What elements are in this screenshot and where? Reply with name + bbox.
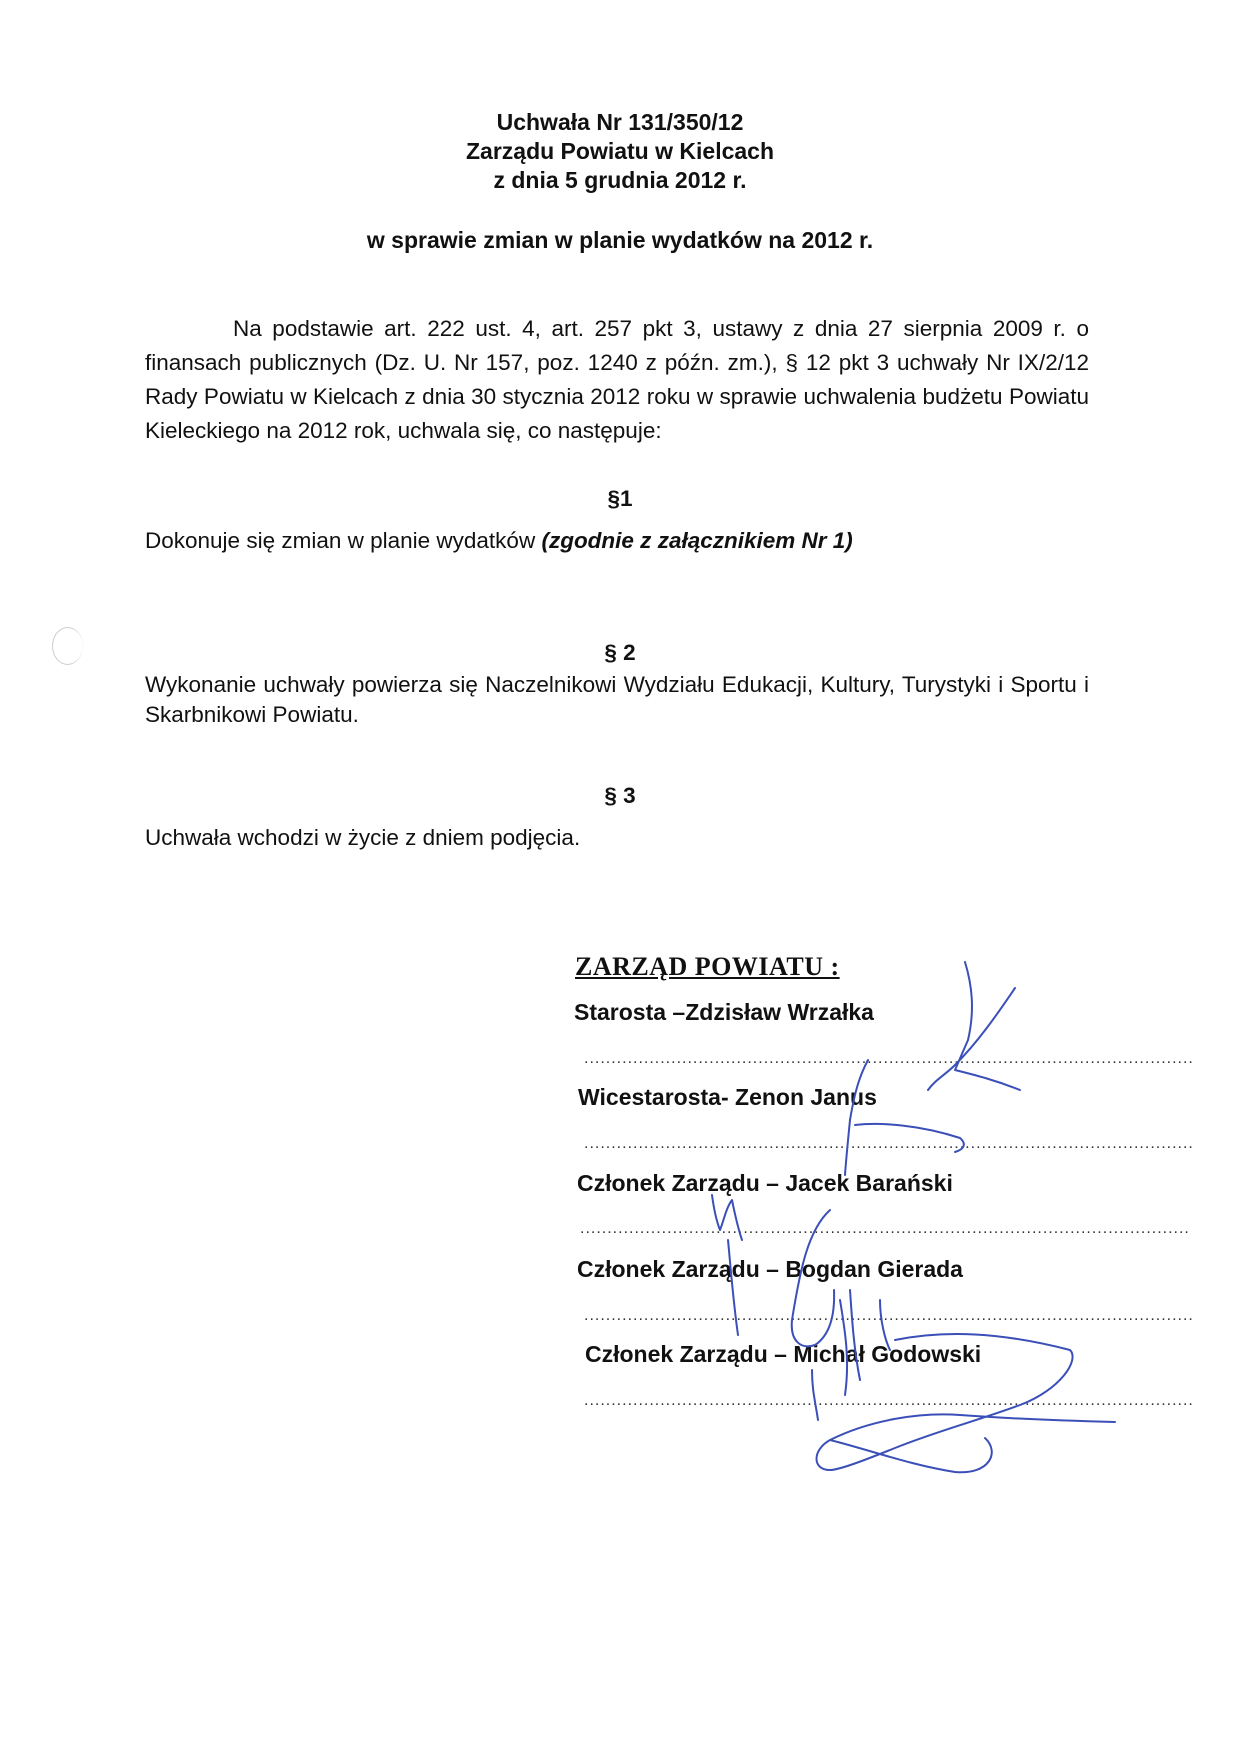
signature-michal-godowski <box>812 1300 1115 1472</box>
board-title: ZARZĄD POWIATU : <box>575 952 840 981</box>
signature-line-2: ................................................................................................................ <box>584 1135 1194 1152</box>
legal-basis-paragraph <box>145 312 1089 448</box>
board-member-bogdan-gierada: Członek Zarządu – Bogdan Gierada <box>577 1256 963 1282</box>
section-1-attachment-reference: (zgodnie z załącznikiem Nr 1) <box>541 528 853 553</box>
document-header <box>0 108 1240 195</box>
signature-line-4: ................................................................................................................ <box>584 1307 1194 1324</box>
signature-line-3: ................................................................................................................ <box>580 1220 1190 1237</box>
board-member-starosta: Starosta –Zdzisław Wrzałka <box>574 999 874 1025</box>
section-1-number: §1 <box>607 486 633 511</box>
signature-line-5: ................................................................................................................ <box>584 1392 1194 1409</box>
board-member-michal-godowski: Członek Zarządu – Michał Godowski <box>585 1341 982 1367</box>
section-2-text: Wykonanie uchwały powierza się Naczelnikowi Wydziału Edukacji, Kultury, Turystyki i Sportu i Skarbnikowi Powiatu. <box>145 672 1089 727</box>
resolution-number: Uchwała Nr 131/350/12 <box>496 109 744 135</box>
legal-basis-text: Na podstawie art. 222 ust. 4, art. 257 pkt 3, ustawy z dnia 27 sierpnia 2009 r. o finansach publicznych (Dz. U. Nr 157, poz. 1240 z późn. zm.), § 12 pkt 3 uchwały Nr IX/2/12 Rady Powiatu w Kielcach z dnia 30 stycznia 2012 roku w sprawie uchwalenia budżetu Powiatu Kieleckiego na 2012 rok, uchwala się, co następuje: <box>145 316 1089 443</box>
board-member-jacek-baranski: Członek Zarządu – Jacek Barański <box>577 1170 953 1196</box>
resolution-subject: w sprawie zmian w planie wydatków na 2012 r. <box>366 227 874 253</box>
signature-wicestarosta <box>845 1060 964 1175</box>
signature-starosta <box>928 962 1020 1090</box>
signature-line-1: ................................................................................................................ <box>584 1050 1194 1067</box>
section-3-text: Uchwała wchodzi w życie z dniem podjęcia. <box>145 825 581 850</box>
board-member-wicestarosta: Wicestarosta- Zenon Janus <box>578 1084 877 1110</box>
issuing-body: Zarządu Powiatu w Kielcach <box>465 138 775 164</box>
section-2-number: § 2 <box>604 640 636 665</box>
section-3-number: § 3 <box>604 783 636 808</box>
section-1-body: Dokonuje się zmian w planie wydatków <box>145 528 542 553</box>
resolution-date: z dnia 5 grudnia 2012 r. <box>493 167 747 193</box>
section-1-text <box>145 526 1089 556</box>
